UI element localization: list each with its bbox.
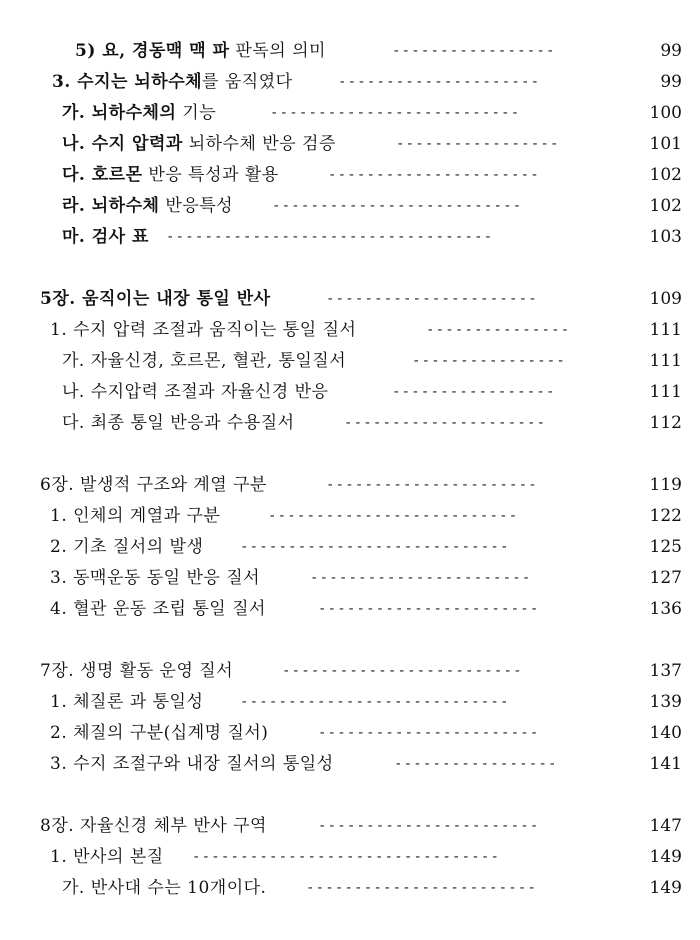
- toc-entry: [0, 346, 700, 377]
- dot-leader: ------------------------: [306, 880, 538, 896]
- toc-chapter: [0, 284, 700, 315]
- toc-page-number: 122: [649, 506, 682, 526]
- toc-page-number: 112: [649, 413, 682, 433]
- toc-entry-title: 마. 검사 표: [62, 227, 149, 247]
- section-gap: [0, 625, 700, 656]
- toc-entry: [0, 532, 700, 563]
- dot-leader: ----------------: [412, 353, 567, 369]
- toc-page-number: 147: [649, 816, 682, 836]
- toc-entry-title: 3. 수지는 뇌하수체를 움직였다: [52, 72, 293, 92]
- toc-entry: [0, 129, 700, 160]
- toc-entry-title: 5) 요, 경동맥 맥 파 판독의 의미: [75, 41, 326, 61]
- toc-entry-title: 나. 수지압력 조절과 자율신경 반응: [62, 382, 329, 402]
- section-gap: [0, 780, 700, 811]
- dot-leader: -----------------------: [310, 570, 532, 586]
- dot-leader: ----------------------: [326, 477, 538, 493]
- toc-entry: [0, 191, 700, 222]
- toc-page-number: 127: [649, 568, 682, 588]
- dot-leader: ----------------------: [326, 291, 538, 307]
- dot-leader: ----------------------------------: [166, 229, 494, 245]
- toc-entry-title: 다. 호르몬 반응 특성과 활용: [62, 165, 279, 185]
- toc-entry-title: 2. 체질의 구분(십계명 질서): [50, 723, 269, 743]
- toc-page-number: 109: [649, 289, 682, 309]
- toc-entry-title: 1. 인체의 계열과 구분: [50, 506, 221, 526]
- toc-page-number: 101: [649, 134, 682, 154]
- toc-page-number: 136: [649, 599, 682, 619]
- toc-entry: [0, 594, 700, 625]
- toc-entry-title: 3. 동맥운동 동일 반응 질서: [50, 568, 261, 588]
- section-gap: [0, 439, 700, 470]
- dot-leader: ----------------------------: [240, 539, 510, 555]
- dot-leader: ----------------------------: [240, 694, 510, 710]
- toc-page-number: 119: [649, 475, 682, 495]
- dot-leader: -----------------------: [318, 601, 540, 617]
- toc-entry-title: 5장. 움직이는 내장 통일 반사: [40, 289, 271, 309]
- toc-page-number: 149: [649, 847, 682, 867]
- dot-leader: ---------------: [426, 322, 571, 338]
- dot-leader: -----------------: [396, 136, 560, 152]
- dot-leader: -----------------------: [318, 725, 540, 741]
- dot-leader: -----------------: [392, 384, 556, 400]
- toc-page-number: 102: [649, 196, 682, 216]
- toc-page-number: 125: [649, 537, 682, 557]
- toc-entry-title: 7장. 생명 활동 운영 질서: [40, 661, 234, 681]
- toc-entry-title: 4. 혈관 운동 조립 통일 질서: [50, 599, 266, 619]
- toc-page-number: 111: [649, 382, 682, 402]
- toc-entry-title: 3. 수지 조절구와 내장 질서의 통일성: [50, 754, 334, 774]
- dot-leader: --------------------------: [272, 198, 523, 214]
- dot-leader: -------------------------: [282, 663, 523, 679]
- toc-page-number: 100: [649, 103, 682, 123]
- toc-entry: [0, 873, 700, 904]
- toc-chapter: [0, 470, 700, 501]
- toc-entry: [0, 718, 700, 749]
- dot-leader: -----------------------: [318, 818, 540, 834]
- dot-leader: --------------------------------: [192, 849, 501, 865]
- toc-entry-title: 2. 기초 질서의 발생: [50, 537, 204, 557]
- toc-entry-title: 가. 뇌하수체의 기능: [62, 103, 217, 123]
- toc-entry: [0, 842, 700, 873]
- toc-entry: [0, 98, 700, 129]
- toc-page-number: 140: [649, 723, 682, 743]
- toc-entry: [0, 749, 700, 780]
- toc-chapter: [0, 656, 700, 687]
- toc-entry: [0, 160, 700, 191]
- dot-leader: ----------------------: [328, 167, 540, 183]
- dot-leader: ---------------------: [338, 74, 541, 90]
- toc-entry-title: 다. 최종 통일 반응과 수용질서: [62, 413, 295, 433]
- toc-page-number: 141: [649, 754, 682, 774]
- toc-page-number: 102: [649, 165, 682, 185]
- toc-entry-title: 1. 체질론 과 통일성: [50, 692, 204, 712]
- toc-entry: [0, 408, 700, 439]
- toc-entry-title: 나. 수지 압력과 뇌하수체 반응 검증: [62, 134, 336, 154]
- toc-page-number: 103: [649, 227, 682, 247]
- toc-chapter: [0, 811, 700, 842]
- toc-entry: [0, 315, 700, 346]
- section-gap: [0, 253, 700, 284]
- toc-page-number: 137: [649, 661, 682, 681]
- toc-page-number: 99: [660, 41, 682, 61]
- toc-page-number: 139: [649, 692, 682, 712]
- dot-leader: --------------------------: [268, 508, 519, 524]
- toc-entry: [0, 377, 700, 408]
- toc-entry: [0, 67, 700, 98]
- dot-leader: -----------------: [394, 756, 558, 772]
- toc-entry: [0, 687, 700, 718]
- dot-leader: -----------------: [392, 43, 556, 59]
- toc-page-number: 99: [660, 72, 682, 92]
- toc-entry-title: 가. 자율신경, 호르몬, 혈관, 통일질서: [62, 351, 347, 371]
- toc-entry-title: 8장. 자율신경 체부 반사 구역: [40, 816, 267, 836]
- toc-page-number: 149: [649, 878, 682, 898]
- toc-entry-title: 1. 수지 압력 조절과 움직이는 통일 질서: [50, 320, 357, 340]
- toc-entry-title: 6장. 발생적 구조와 계열 구분: [40, 475, 267, 495]
- dot-leader: --------------------------: [270, 105, 521, 121]
- toc-entry: [0, 563, 700, 594]
- toc-page-number: 111: [649, 320, 682, 340]
- toc-entry: [0, 222, 700, 253]
- toc-entry: [0, 501, 700, 532]
- toc-page-number: 111: [649, 351, 682, 371]
- toc-entry-title: 1. 반사의 본질: [50, 847, 164, 867]
- toc-entry-title: 가. 반사대 수는 10개이다.: [62, 878, 267, 898]
- dot-leader: ---------------------: [344, 415, 547, 431]
- toc-entry-title: 라. 뇌하수체 반응특성: [62, 196, 234, 216]
- toc-entry: [0, 36, 700, 67]
- table-of-contents: [0, 36, 700, 904]
